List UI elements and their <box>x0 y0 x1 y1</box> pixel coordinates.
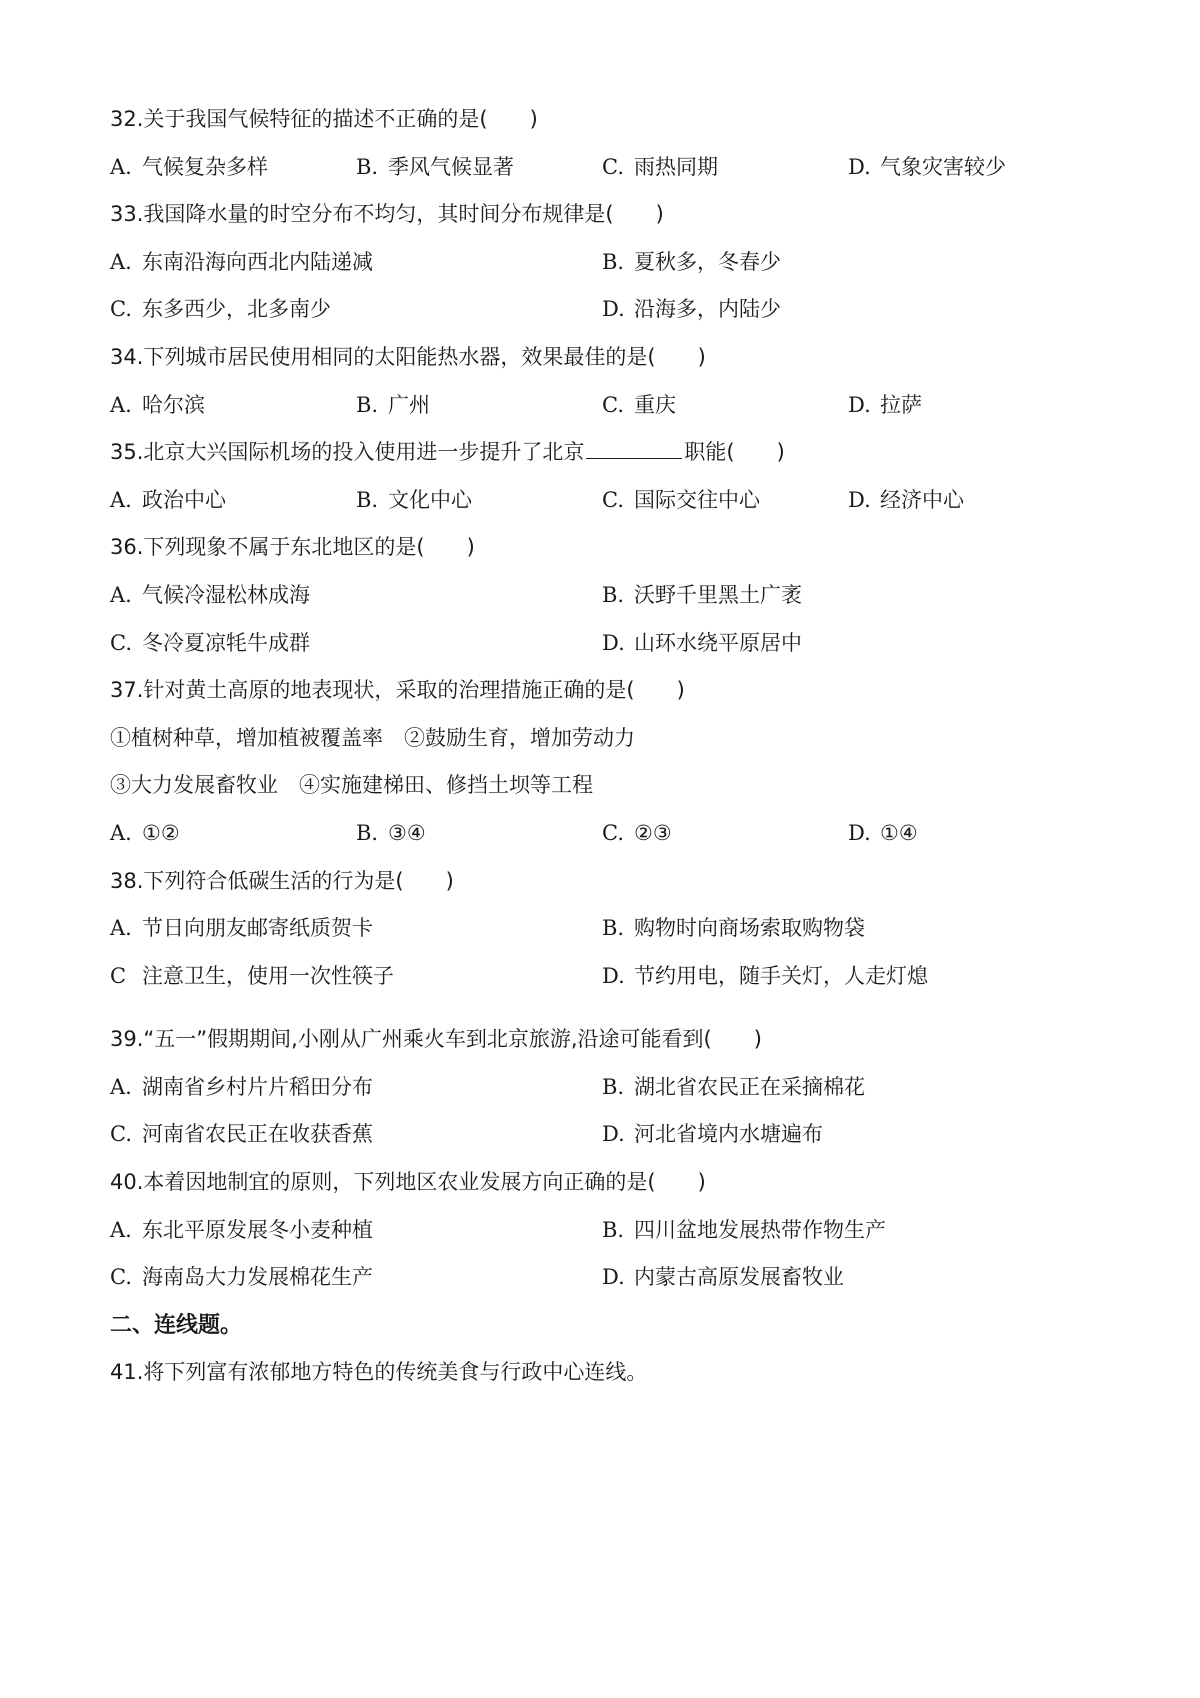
question-38-stem: 38.下列符合低碳生活的行为是( ) <box>110 868 454 893</box>
question-38-options-cd <box>110 953 1090 1001</box>
question-35-options <box>110 477 1090 525</box>
option-d: D. 气象灾害较少 <box>848 154 1006 179</box>
question-37-options <box>110 810 1090 858</box>
option-d: D. 拉萨 <box>848 392 922 417</box>
question-33-options-ab <box>110 239 1090 287</box>
option-d: D. 沿海多，内陆少 <box>602 297 781 322</box>
exam-page <box>110 96 1090 1397</box>
question-39-options-ab <box>110 1064 1090 1112</box>
question-34-stem: 34.下列城市居民使用相同的太阳能热水器，效果最佳的是( ) <box>110 344 706 369</box>
option-b: B. 湖北省农民正在采摘棉花 <box>602 1074 865 1099</box>
option-c: C 注意卫生，使用一次性筷子 <box>110 963 394 988</box>
answer-blank <box>586 431 682 459</box>
option-d: D. ①④ <box>848 820 918 845</box>
option-c: C. ②③ <box>602 820 672 845</box>
option-b: B. 购物时向商场索取购物袋 <box>602 916 865 941</box>
option-a: A. 气候冷湿松林成海 <box>110 582 310 607</box>
option-a: A. 节日向朋友邮寄纸质贺卡 <box>110 916 373 941</box>
option-c: C. 东多西少，北多南少 <box>110 297 331 322</box>
question-40-options-cd <box>110 1254 1090 1302</box>
option-c: C. 国际交往中心 <box>602 487 760 512</box>
option-b: B. 沃野千里黑土广袤 <box>602 582 802 607</box>
option-b: B. 广州 <box>356 392 430 417</box>
question-34-options <box>110 382 1090 430</box>
option-b: B. 四川盆地发展热带作物生产 <box>602 1217 886 1242</box>
question-41-stem: 41.将下列富有浓郁地方特色的传统美食与行政中心连线。 <box>110 1360 648 1385</box>
option-c: C. 冬冷夏凉牦牛成群 <box>110 630 310 655</box>
option-c: C. 重庆 <box>602 392 676 417</box>
question-38-options-ab <box>110 905 1090 953</box>
question-36-stem: 36.下列现象不属于东北地区的是( ) <box>110 535 475 560</box>
option-a: A. 东北平原发展冬小麦种植 <box>110 1217 373 1242</box>
option-c: C. 海南岛大力发展棉花生产 <box>110 1265 373 1290</box>
option-a: A. 政治中心 <box>110 487 226 512</box>
option-a: A. 气候复杂多样 <box>110 154 268 179</box>
question-39-options-cd <box>110 1111 1090 1159</box>
question-37-statement-1: ①植树种草，增加植被覆盖率 ②鼓励生育，增加劳动力 <box>110 725 635 750</box>
option-d: D. 经济中心 <box>848 487 964 512</box>
section-heading: 二、连线题。 <box>110 1312 243 1338</box>
option-a: A. 湖南省乡村片片稻田分布 <box>110 1074 373 1099</box>
question-33-stem: 33.我国降水量的时空分布不均匀，其时间分布规律是( ) <box>110 202 664 227</box>
option-b: B. 季风气候显著 <box>356 154 514 179</box>
question-40-stem: 40.本着因地制宜的原则，下列地区农业发展方向正确的是( ) <box>110 1170 706 1195</box>
question-32-stem: 32.关于我国气候特征的描述不正确的是( ) <box>110 107 538 131</box>
option-d: D. 河北省境内水塘遍布 <box>602 1122 823 1147</box>
option-a: A. ①② <box>110 820 180 845</box>
option-b: B. 夏秋多，冬春少 <box>602 249 781 274</box>
question-40-options-ab <box>110 1207 1090 1255</box>
question-37-statement-2: ③大力发展畜牧业 ④实施建梯田、修挡土坝等工程 <box>110 773 593 798</box>
option-d: D. 内蒙古高原发展畜牧业 <box>602 1265 844 1290</box>
option-a: A. 哈尔滨 <box>110 392 205 417</box>
question-39-stem: 39.“五一”假期期间,小刚从广州乘火车到北京旅游,沿途可能看到( ) <box>110 1027 762 1052</box>
option-c: C. 河南省农民正在收获香蕉 <box>110 1122 373 1147</box>
option-b: B. ③④ <box>356 820 426 845</box>
option-d: D. 山环水绕平原居中 <box>602 630 802 655</box>
option-d: D. 节约用电，随手关灯，人走灯熄 <box>602 963 928 988</box>
option-a: A. 东南沿海向西北内陆递减 <box>110 249 373 274</box>
question-37-stem: 37.针对黄土高原的地表现状，采取的治理措施正确的是( ) <box>110 678 685 703</box>
option-c: C. 雨热同期 <box>602 154 718 179</box>
question-33-options-cd <box>110 286 1090 334</box>
question-36-options-cd <box>110 620 1090 668</box>
question-35-stem: 35.北京大兴国际机场的投入使用进一步提升了北京 职能( ) <box>110 429 1090 477</box>
question-36-options-ab <box>110 572 1090 620</box>
question-32-options <box>110 144 1090 192</box>
option-b: B. 文化中心 <box>356 487 472 512</box>
